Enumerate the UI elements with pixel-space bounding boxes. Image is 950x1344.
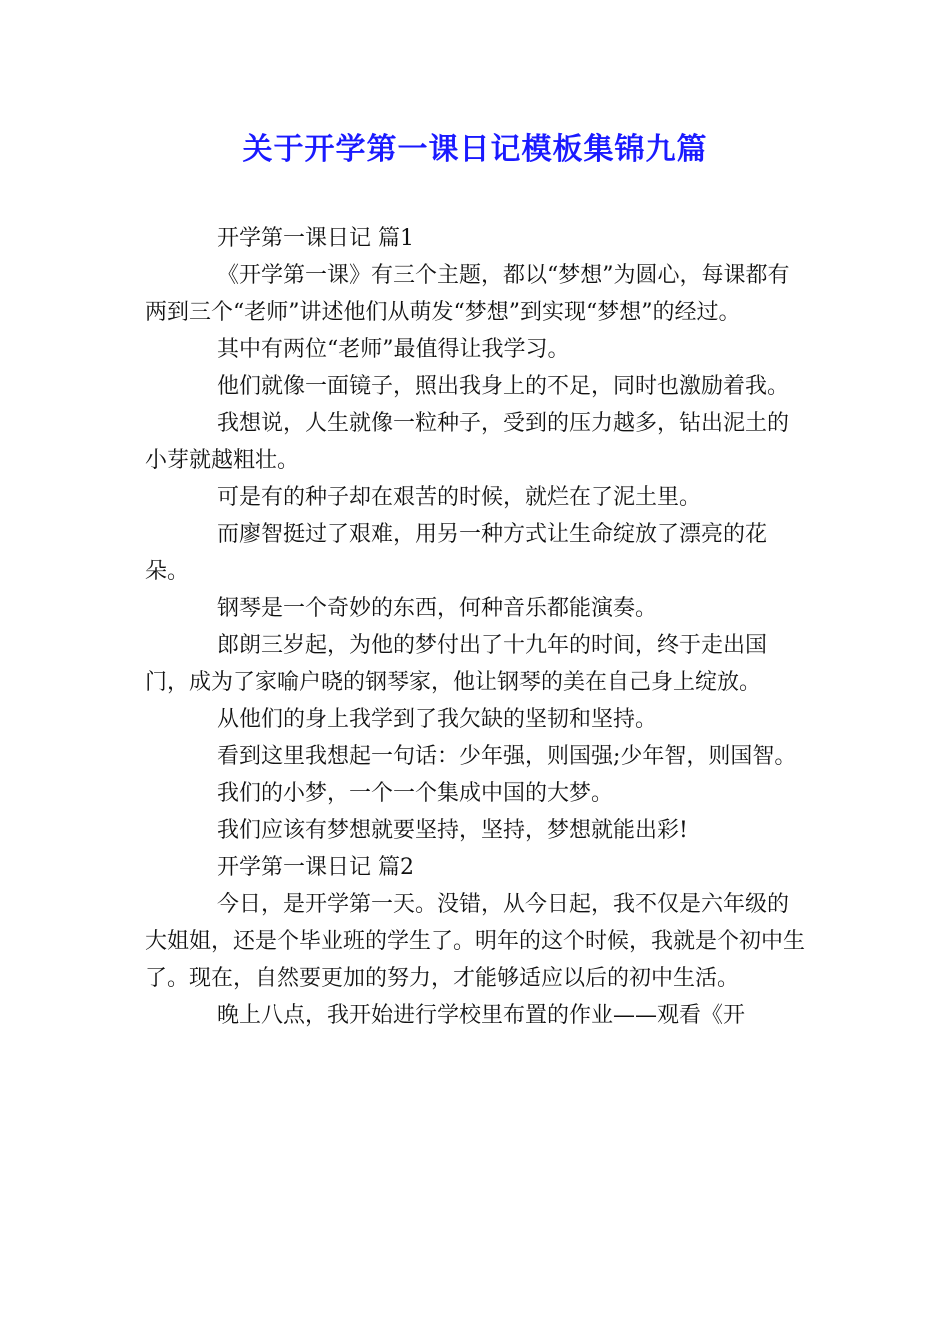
paragraph: 从他们的身上我学到了我欠缺的坚韧和坚持。 [217, 707, 658, 732]
paragraph: 我想说，人生就像一粒种子，受到的压力越多，钻出泥土的小芽就越粗壮。 [145, 411, 790, 473]
paragraph: 可是有的种子却在艰苦的时候，就烂在了泥土里。 [217, 485, 702, 510]
paragraph: 而廖智挺过了艰难，用另一种方式让生命绽放了漂亮的花朵。 [145, 522, 768, 584]
paragraph: 我们的小梦，一个一个集成中国的大梦。 [217, 781, 614, 806]
paragraph: 钢琴是一个奇妙的东西，何种音乐都能演奏。 [217, 596, 658, 621]
paragraph: 其中有两位“老师”最值得让我学习。 [217, 337, 570, 362]
document-body [145, 220, 805, 1034]
paragraph: 看到这里我想起一句话：少年强，则国强;少年智，则国智。 [217, 744, 797, 769]
document-title: 关于开学第一课日记模板集锦九篇 [242, 132, 708, 167]
paragraph: 开学第一课日记 篇1 [217, 226, 414, 251]
paragraph: 晚上八点，我开始进行学校里布置的作业——观看《开 [217, 1003, 746, 1028]
paragraph: 开学第一课日记 篇2 [217, 855, 414, 880]
paragraph: 我们应该有梦想就要坚持，坚持，梦想就能出彩! [217, 818, 688, 843]
paragraph: 《开学第一课》有三个主题，都以“梦想”为圆心，每课都有两到三个“老师”讲述他们从萌发“梦想”到实现“梦想”的经过。 [145, 263, 790, 325]
paragraph: 他们就像一面镜子，照出我身上的不足，同时也激励着我。 [217, 374, 790, 399]
paragraph: 郎朗三岁起，为他的梦付出了十九年的时间，终于走出国门，成为了家喻户晓的钢琴家，他让钢琴的美在自己身上绽放。 [145, 633, 768, 695]
paragraph: 今日，是开学第一天。没错，从今日起，我不仅是六年级的大姐姐，还是个毕业班的学生了。明年的这个时候，我就是个初中生了。现在，自然要更加的努力，才能够适应以后的初中生活。 [145, 892, 806, 991]
